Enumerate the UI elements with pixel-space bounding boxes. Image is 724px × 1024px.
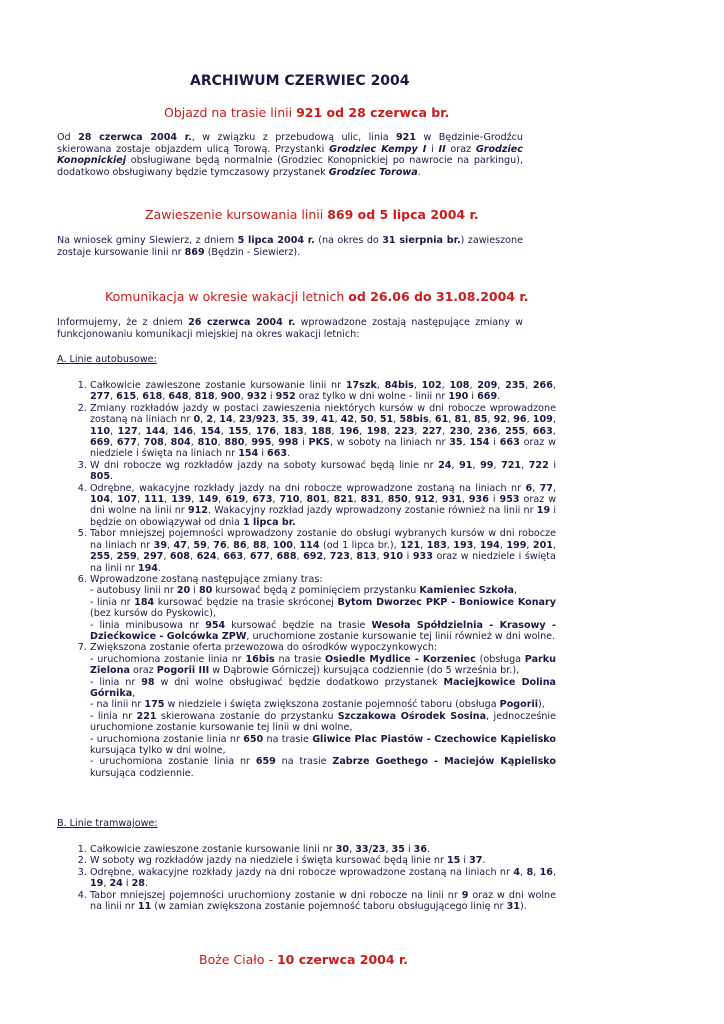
list-item: 2. W soboty wg rozkładów jazdy na niedziele i święta kursować będą linie nr 15 i 37. <box>90 855 556 866</box>
list-item: 5. Tabor mniejszej pojemności wprowadzony zostanie do obsługi wybranych kursów w dni robocze na liniach nr 39, 47, 59, 76, 86, 88, 100, 114 (od 1 lipca br.), 121, 183, 193, 194, 199, 201, 255, 259, 297, 608, 624, 663, 677, 688, 692, 723, 813, 910 i 933 oraz w niedziele i święta na linii nr 194. <box>90 528 556 574</box>
list-item: 4. Tabor mniejszej pojemności uruchomiony zostanie w dni robocze na linii nr 9 oraz w dni wolne na linii nr 11 (w zamian zwiększona zostanie pojemność taboru obsługującego linię nr 31). <box>90 890 556 913</box>
bus-changes-list <box>57 380 556 779</box>
bus-lines-label: A. Linie autobusowe: <box>57 354 157 365</box>
list-item: 7. Zwiększona zostanie oferta przewozowa do ośrodków wypoczynkowych: - uruchomiona zostanie linia nr 16bis na trasie Osiedle Mydlice - Korzeniec (obsługa Parku Zielona oraz Pogorii III w Dąbrowie Górniczej) kursująca codziennie (do 5 września br.), - linia nr 98 w dni wolne obsługiwać będzie dodatkowo przystanek Maciejkowice Dolina Górnika, - na linii nr 175 w niedziele i święta zwiększona zostanie pojemność taboru (obsługa Pogorii), - linia nr 221 skierowana zostanie do przystanku Szczakowa Ośrodek Sosina, jednocześnie uruchomione zostanie kursowanie tej linii w dni wolne, - uruchomiona zostanie linia nr 650 na trasie Gliwice Plac Piastów - Czechowice Kąpielisko kursująca tylko w dni wolne, - uruchomiona zostanie linia nr 659 na trasie Zabrze Goethego - Maciejów Kąpielisko kursująca codziennie. <box>90 642 556 779</box>
section-heading-summer <box>105 289 528 304</box>
heading-bold-text: 10 czerwca 2004 r. <box>276 952 409 967</box>
tram-lines-label: B. Linie tramwajowe: <box>57 818 158 829</box>
list-item: 3. W dni robocze wg rozkładów jazdy na soboty kursować będą linie nr 24, 91, 99, 721, 722 i 805. <box>90 460 556 483</box>
page-title: ARCHIWUM CZERWIEC 2004 <box>190 73 410 89</box>
list-item: 1. Całkowicie zawieszone zostanie kursowanie linii nr 30, 33/23, 35 i 36. <box>90 844 556 855</box>
heading-text: Komunikacja w okresie wakacji letnich <box>105 289 349 304</box>
list-item: 3. Odrębne, wakacyjne rozkłady jazdy na dni robocze wprowadzone zostaną na liniach nr 4, 8, 16, 19, 24 i 28. <box>90 867 556 890</box>
heading-bold-text: od 26.06 do 31.08.2004 r. <box>348 289 529 304</box>
heading-bold-text: 869 od 5 lipca 2004 r. <box>327 207 479 222</box>
heading-text: Zawieszenie kursowania linii <box>145 207 328 222</box>
heading-bold-text: 921 od 28 czerwca br. <box>296 105 450 120</box>
section-heading-corpus-christi <box>199 952 408 967</box>
summer-intro-paragraph: Informujemy, że z dniem 26 czerwca 2004 r. wprowadzone zostają następujące zmiany w funkcjonowaniu komunikacji miejskiej na okres wakacji letnich: <box>57 317 523 340</box>
section-heading-suspension <box>145 207 479 222</box>
heading-text: Boże Ciało - <box>199 952 277 967</box>
section-heading-detour <box>164 105 449 120</box>
list-item: 6. Wprowadzone zostaną następujące zmiany tras: - autobusy linii nr 20 i 80 kursować będą z pominięciem przystanku Kamieniec Szkoła, - linia nr 184 kursować będzie na trasie skróconej Bytom Dworzec PKP - Boniowice Konary (bez kursów do Pyskowic), - linia minibusowa nr 954 kursować będzie na trasie Wesoła Spółdzielnia - Krasowy - Dziećkowice - Golcówka ZPW, uruchomione zostanie kursowanie tej linii również w dni wolne. <box>90 574 556 642</box>
detour-paragraph: Od 28 czerwca 2004 r., w związku z przebudową ulic, linia 921 w Będzinie-Grodźcu skierowana zostaje objazdem ulicą Torową. Przystanki Grodziec Kempy I i II oraz Grodziec Konopnickiej obsługiwane będą normalnie (Grodziec Konopnickiej po nawrocie na parkingu), dodatkowo obsługiwany będzie tymczasowy przystanek Grodziec Torowa. <box>57 132 523 178</box>
tram-changes-list <box>57 844 556 912</box>
list-item: 4. Odrębne, wakacyjne rozkłady jazdy na dni robocze wprowadzone zostaną na liniach nr 6, 77, 104, 107, 111, 139, 149, 619, 673, 710, 801, 821, 831, 850, 912, 931, 936 i 953 oraz w dni wolne na linii nr 912. Wakacyjny rozkład jazdy wprowadzony zostanie również na linii nr 19 i będzie on obowiązywał od dnia 1 lipca br. <box>90 483 556 529</box>
heading-text: Objazd na trasie linii <box>164 105 297 120</box>
suspension-paragraph: Na wniosek gminy Siewierz, z dniem 5 lipca 2004 r. (na okres do 31 sierpnia br.) zawieszone zostaje kursowanie linii nr 869 (Będzin - Siewierz). <box>57 235 524 258</box>
list-item: 1. Całkowicie zawieszone zostanie kursowanie linii nr 17szk, 84bis, 102, 108, 209, 235, 266, 277, 615, 618, 648, 818, 900, 932 i 952 oraz tylko w dni wolne - linii nr 190 i 669. <box>90 380 556 403</box>
list-item: 2. Zmiany rozkładów jazdy w postaci zawieszenia niektórych kursów w dni robocze wprowadzone zostaną na liniach nr 0, 2, 14, 23/923, 35, 39, 41, 42, 50, 51, 58bis, 61, 81, 85, 92, 96, 109, 110, 127, 144, 146, 154, 155, 176, 183, 188, 196, 198, 223, 227, 230, 236, 255, 663, 669, 677, 708, 804, 810, 880, 995, 998 i PKS, w soboty na liniach nr 35, 154 i 663 oraz w niedziele i święta na liniach nr 154 i 663. <box>90 403 556 460</box>
